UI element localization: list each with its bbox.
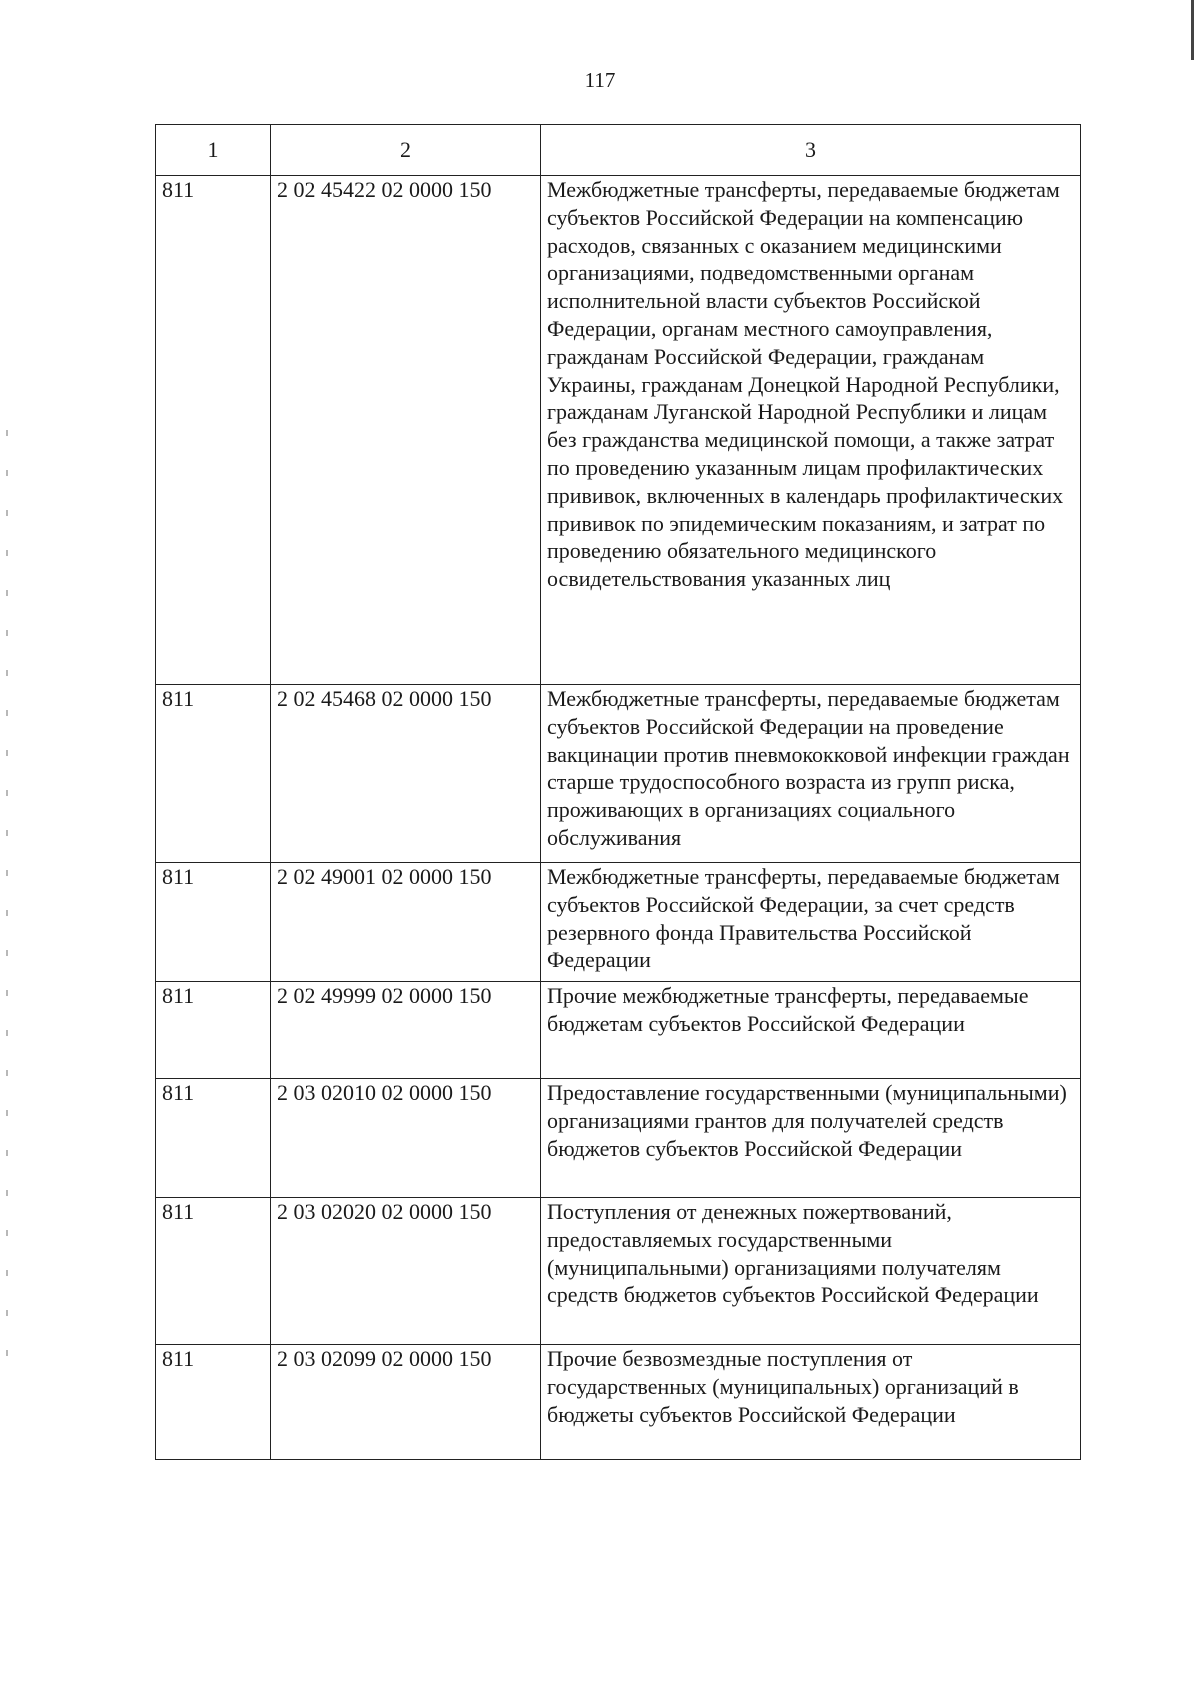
table-row (156, 1345, 1081, 1460)
admin-code-cell: 811 (156, 863, 271, 982)
kbk-code-cell: 2 03 02010 02 0000 150 (271, 1079, 541, 1198)
revenue-name-cell: Межбюджетные трансферты, передаваемые бюджетам субъектов Российской Федерации на компенсацию расходов, связанных с оказанием медицинскими организациями, подведомственными органам исполнительной власти субъектов Российской Федерации, органам местного самоуправления, гражданам Российской Федерации, гражданам Украины, гражданам Донецкой Народной Республики, гражданам Луганской Народной Республики и лицам без гражданства медицинской помощи, а также затрат по проведению указанным лицам профилактических прививок, включенных в календарь профилактических прививок по эпидемическим показаниям, и затрат по проведению обязательного медицинского освидетельствования указанных лиц (541, 176, 1081, 685)
revenue-name-cell: Межбюджетные трансферты, передаваемые бюджетам субъектов Российской Федерации на проведение вакцинации против пневмококковой инфекции граждан старше трудоспособного возраста из групп риска, проживающих в организациях социального обслуживания (541, 685, 1081, 863)
admin-code-cell: 811 (156, 176, 271, 685)
revenue-name-cell: Предоставление государственными (муниципальными) организациями грантов для получателей средств бюджетов субъектов Российской Федерации (541, 1079, 1081, 1198)
kbk-code-cell: 2 02 45422 02 0000 150 (271, 176, 541, 685)
revenue-codes-table (155, 124, 1081, 1460)
admin-code-cell: 811 (156, 982, 271, 1079)
table-row (156, 863, 1081, 982)
kbk-code-cell: 2 02 45468 02 0000 150 (271, 685, 541, 863)
column-header-1: 1 (156, 125, 271, 176)
column-header-3: 3 (541, 125, 1081, 176)
kbk-code-cell: 2 03 02020 02 0000 150 (271, 1198, 541, 1345)
admin-code-cell: 811 (156, 1079, 271, 1198)
admin-code-cell: 811 (156, 1345, 271, 1460)
table-row (156, 1079, 1081, 1198)
kbk-code-cell: 2 02 49999 02 0000 150 (271, 982, 541, 1079)
revenue-name-cell: Поступления от денежных пожертвований, предоставляемых государственными (муниципальными) организациями получателям средств бюджетов субъектов Российской Федерации (541, 1198, 1081, 1345)
revenue-name-cell: Прочие безвозмездные поступления от государственных (муниципальных) организаций в бюджеты субъектов Российской Федерации (541, 1345, 1081, 1460)
kbk-code-cell: 2 02 49001 02 0000 150 (271, 863, 541, 982)
table-row (156, 685, 1081, 863)
kbk-code-cell: 2 03 02099 02 0000 150 (271, 1345, 541, 1460)
table-row (156, 176, 1081, 685)
column-header-2: 2 (271, 125, 541, 176)
table-header-row (156, 125, 1081, 176)
binding-marks (6, 430, 8, 1390)
admin-code-cell: 811 (156, 1198, 271, 1345)
page-number: 117 (584, 68, 616, 92)
revenue-name-cell: Прочие межбюджетные трансферты, передаваемые бюджетам субъектов Российской Федерации (541, 982, 1081, 1079)
table-row (156, 982, 1081, 1079)
scan-edge-mark (1191, 0, 1194, 60)
revenue-name-cell: Межбюджетные трансферты, передаваемые бюджетам субъектов Российской Федерации, за счет средств резервного фонда Правительства Российской Федерации (541, 863, 1081, 982)
table-row (156, 1198, 1081, 1345)
admin-code-cell: 811 (156, 685, 271, 863)
